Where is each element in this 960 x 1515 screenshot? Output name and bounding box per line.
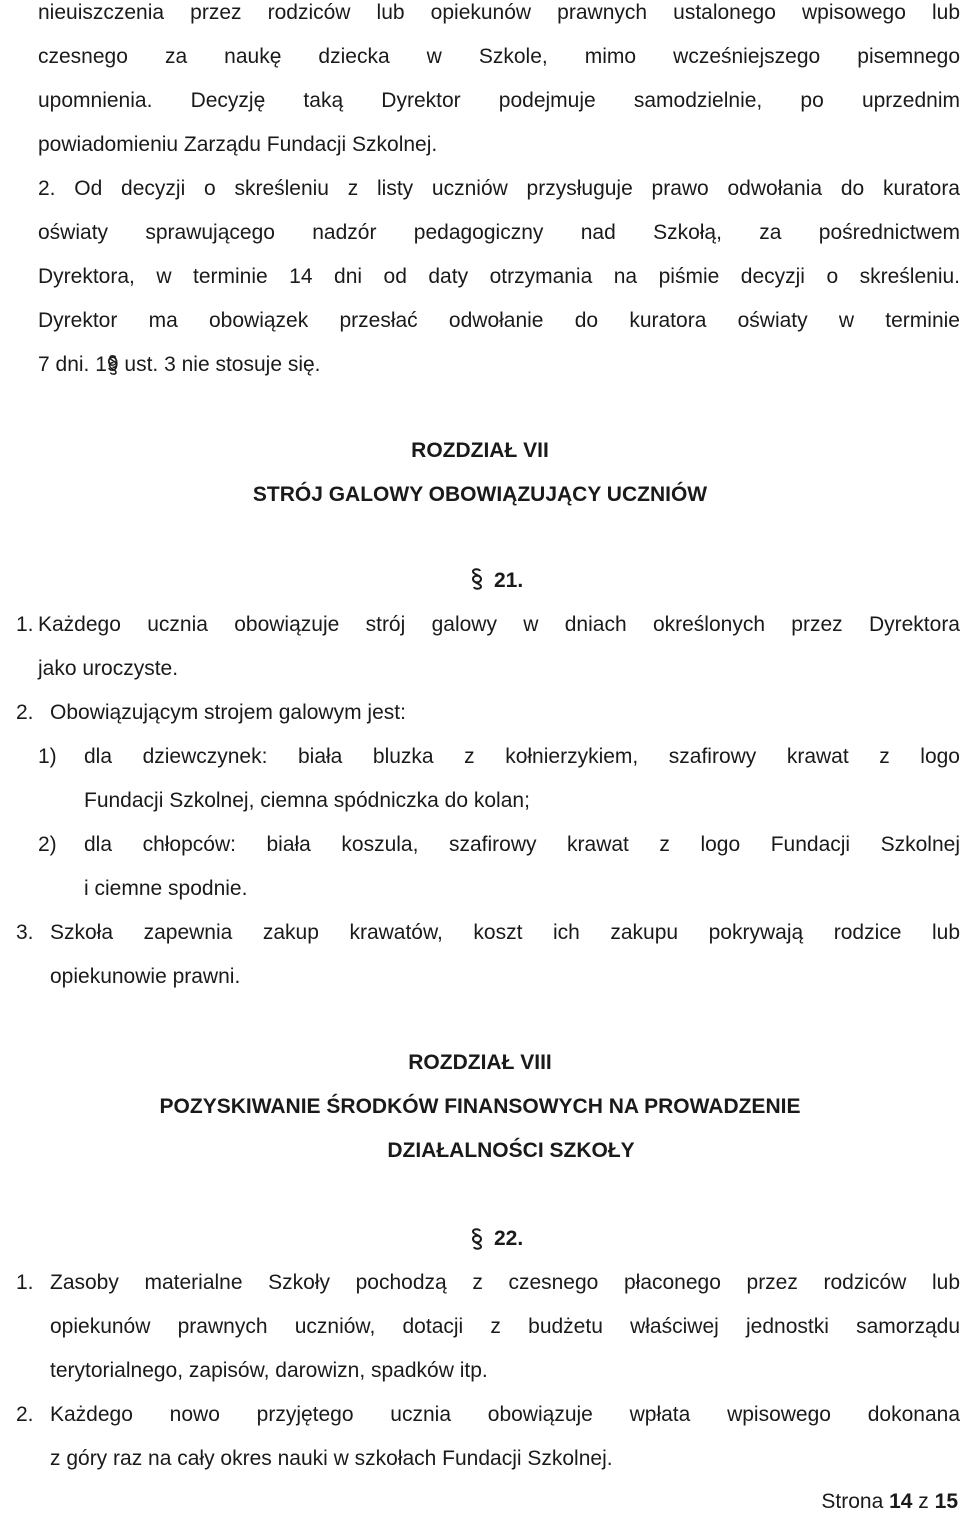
footer-prefix: Strona <box>821 1490 884 1513</box>
text-line: oświaty sprawującego nadzór pedagogiczny nad Szkołą, za pośrednictwem <box>38 221 960 244</box>
text-line: dla dziewczynek: biała bluzka z kołnierzykiem, szafirowy krawat z logo <box>84 745 960 768</box>
list-number: 1. <box>16 1271 34 1294</box>
list-number: 3. <box>16 921 34 944</box>
paragraph-text: 7 dni. 19 ust. 3 nie stosuje się. <box>38 353 321 376</box>
current-page-number: 14 <box>889 1490 913 1513</box>
text-line: i ciemne spodnie. <box>84 877 248 900</box>
text-line: Szkoła zapewnia zakup krawatów, koszt ich zakupu pokrywają rodzice lub <box>50 921 960 944</box>
text-line: Zasoby materialne Szkoły pochodzą z czesnego płaconego przez rodziców lub <box>50 1271 960 1294</box>
chapter-title: ROZDZIAŁ VII <box>411 439 549 462</box>
text-line: jako uroczyste. <box>38 657 179 680</box>
footer-of: z <box>918 1490 929 1513</box>
text-line: Dyrektora, w terminie 14 dni od daty otrzymania na piśmie decyzji o skreśleniu. <box>38 265 960 288</box>
text-line: Każdego ucznia obowiązuje strój galowy w dniach określonych przez Dyrektora <box>38 613 960 636</box>
text-line <box>38 176 960 202</box>
text-line: Dyrektor ma obowiązek przesłać odwołanie do kuratora oświaty w terminie <box>38 309 960 332</box>
text-line: z góry raz na cały okres nauki w szkołach Fundacji Szkolnej. <box>50 1447 613 1470</box>
list-number: 2. <box>16 1403 34 1426</box>
text-line: Każdego nowo przyjętego ucznia obowiązuje wpłata wpisowego dokonana <box>50 1403 960 1426</box>
chapter-title: ROZDZIAŁ VIII <box>408 1051 552 1074</box>
list-number: 1. <box>16 613 34 636</box>
text-line: terytorialnego, zapisów, darowizn, spadków itp. <box>50 1359 488 1382</box>
text-line: Fundacji Szkolnej, ciemna spódniczka do kolan; <box>84 789 530 812</box>
text-line: opiekunowie prawni. <box>50 965 241 988</box>
text-line: czesnego za naukę dziecka w Szkole, mimo wcześniejszego pisemnego <box>38 45 960 68</box>
section-sign-icon <box>106 352 120 378</box>
section-number: 22. <box>494 1227 524 1250</box>
list-number: 1) <box>38 745 57 768</box>
text-line: opiekunów prawnych uczniów, dotacji z budżetu właściwej jednostki samorządu <box>50 1315 960 1338</box>
list-number: 2. <box>16 701 34 724</box>
section-sign-icon <box>468 1226 486 1252</box>
paragraph-text: Od decyzji o skreśleniu z listy uczniów przysługuje prawo odwołania do kuratora <box>74 177 960 200</box>
text-line: nieuiszczenia przez rodziców lub opiekunów prawnych ustalonego wpisowego lub <box>38 1 960 24</box>
text-line: Obowiązującym strojem galowym jest: <box>50 701 406 724</box>
chapter-subtitle: DZIAŁALNOŚCI SZKOŁY <box>387 1139 635 1162</box>
page-footer <box>821 1489 958 1515</box>
chapter-subtitle: STRÓJ GALOWY OBOWIĄZUJĄCY UCZNIÓW <box>252 483 708 506</box>
text-line: powiadomieniu Zarządu Fundacji Szkolnej. <box>38 133 438 156</box>
text-line: upomnienia. Decyzję taką Dyrektor podejmuje samodzielnie, po uprzednim <box>38 89 960 112</box>
total-pages-number: 15 <box>934 1490 958 1513</box>
chapter-subtitle: POZYSKIWANIE ŚRODKÓW FINANSOWYCH NA PROWADZENIE <box>159 1095 801 1118</box>
text-line <box>38 352 321 378</box>
list-number: 2) <box>38 833 57 856</box>
section-number: 21. <box>494 569 524 592</box>
text-line: dla chłopców: biała koszula, szafirowy krawat z logo Fundacji Szkolnej <box>84 833 960 856</box>
list-number: 2. <box>38 177 56 200</box>
section-sign-icon <box>468 566 486 592</box>
